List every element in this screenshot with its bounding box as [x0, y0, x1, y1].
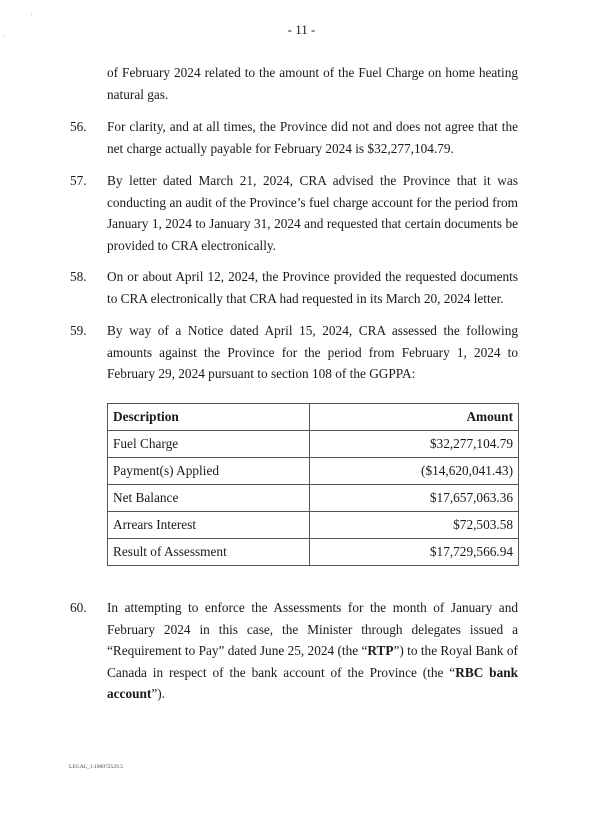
page-number: - 11 -: [287, 22, 316, 37]
paragraph-text-part: In attempting to enforce the Assessments for the month of January and February 2024 in this case, the Minister through delegates issued a “Requirement to Pay” dated June 25, 2024 (the “: [107, 600, 518, 658]
paragraph-text-part: ”) to the Royal Bank of Canada in respect of the bank account of the Province (the “: [107, 643, 518, 680]
row-description: Payment(s) Applied: [108, 458, 310, 485]
row-amount: $17,729,566.94: [310, 539, 519, 566]
paragraph-number: 57.: [70, 173, 87, 188]
row-description: Arrears Interest: [108, 512, 310, 539]
paragraph-text: On or about April 12, 2024, the Province provided the requested documents to CRA electronically that CRA had requested in its March 20, 2024 letter.: [107, 269, 518, 306]
row-amount: $32,277,104.79: [310, 431, 519, 458]
scan-speck: [31, 14, 32, 15]
paragraph-number: 56.: [70, 119, 87, 134]
table-row: [108, 539, 519, 566]
row-amount: $72,503.58: [310, 512, 519, 539]
table-row: [108, 431, 519, 458]
paragraph-number: 58.: [70, 269, 87, 284]
continuation-text: of February 2024 related to the amount of the Fuel Charge on home heating natural gas.: [107, 65, 518, 102]
defined-term-rtp: RTP: [367, 643, 394, 658]
paragraph-number: 59.: [70, 323, 87, 338]
table-row: [108, 458, 519, 485]
paragraph-56: [70, 116, 518, 159]
paragraph-60: [70, 597, 518, 705]
table-row: [108, 512, 519, 539]
paragraph-text: By letter dated March 21, 2024, CRA advised the Province that it was conducting an audit of the Province’s fuel charge account for the period from January 1, 2024 to January 31, 2024 and requested that certain documents be provided to CRA electronically.: [107, 173, 518, 253]
column-header-description: Description: [108, 404, 310, 431]
paragraph-text: [107, 597, 518, 705]
paragraph-58: [70, 266, 518, 309]
row-description: Fuel Charge: [108, 431, 310, 458]
paragraph-text-part: ”).: [151, 686, 165, 701]
paragraph-59: [70, 320, 518, 385]
defined-term-rbc-bank-account: RBC bank account: [107, 664, 519, 701]
document-id: LEGAL_1:100072529.5: [69, 764, 123, 770]
paragraph-text: By way of a Notice dated April 15, 2024, CRA assessed the following amounts against the Province for the period from February 1, 2024 to February 29, 2024 pursuant to section 108 of the GGPPA:: [107, 323, 518, 381]
paragraph-number: 60.: [70, 600, 87, 615]
table-header-row: [108, 404, 519, 431]
row-amount: ($14,620,041.43): [310, 458, 519, 485]
column-header-amount: Amount: [310, 404, 519, 431]
paragraph-57: [70, 170, 518, 256]
table-row: [108, 485, 519, 512]
row-amount: $17,657,063.36: [310, 485, 519, 512]
row-description: Result of Assessment: [108, 539, 310, 566]
row-description: Net Balance: [108, 485, 310, 512]
assessment-table: [107, 403, 519, 566]
paragraph-text: For clarity, and at all times, the Province did not and does not agree that the net charge actually payable for February 2024 is $32,277,104.79.: [107, 119, 518, 156]
